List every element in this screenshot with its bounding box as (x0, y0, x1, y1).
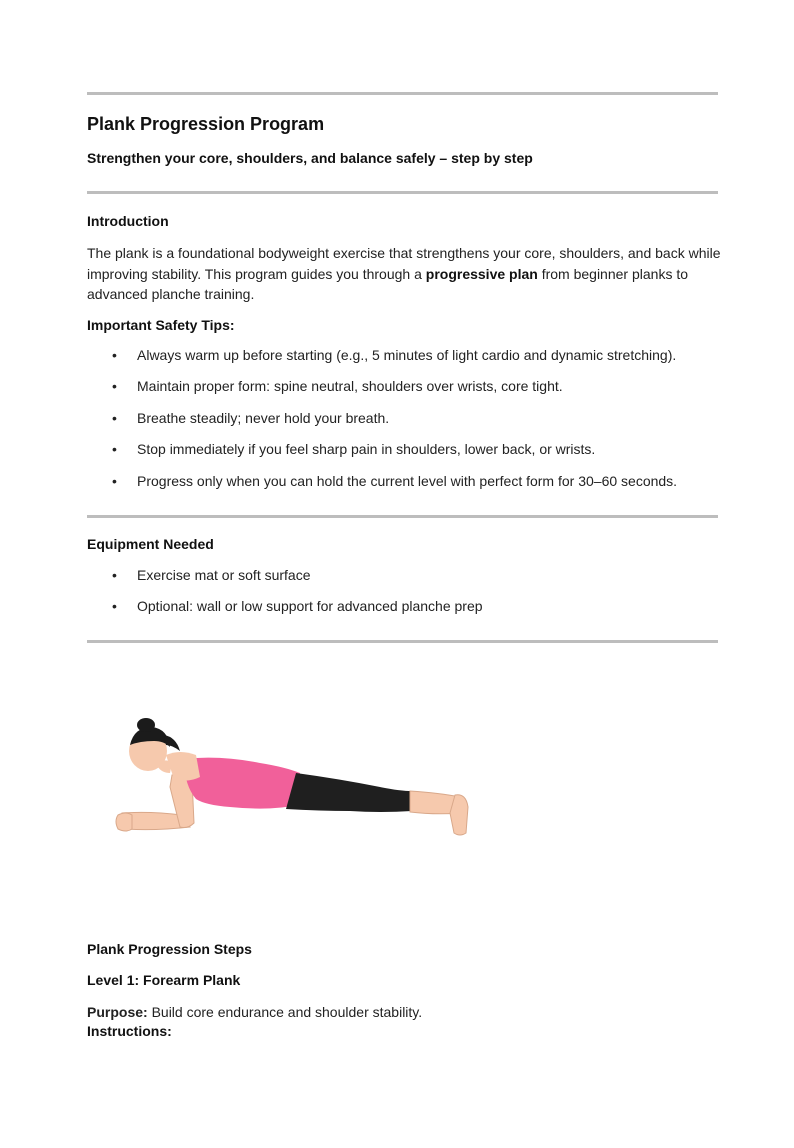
list-item-text: Always warm up before starting (e.g., 5 minutes of light cardio and dynamic stretching). (137, 347, 677, 363)
list-item (112, 473, 677, 489)
divider (87, 640, 718, 643)
introduction-paragraph (87, 243, 727, 305)
purpose-label: Purpose: (87, 1004, 148, 1020)
bullet-icon: • (112, 347, 117, 363)
intro-text: The plank is a foundational bodyweight exercise that strengthens your core, shoulders, and back while improving stability. This program guides you through a (87, 245, 721, 282)
purpose-text: Build core endurance and shoulder stability. (147, 1004, 423, 1020)
forearm-plank-illustration (110, 715, 480, 845)
level-1-title: Level 1: Forearm Plank (87, 972, 241, 988)
hair-bun (137, 718, 155, 732)
level-1-purpose (87, 1002, 422, 1023)
divider (87, 515, 718, 518)
list-item-text: Maintain proper form: spine neutral, shoulders over wrists, core tight. (137, 378, 563, 394)
list-item-text: Exercise mat or soft surface (137, 567, 311, 583)
leggings (286, 773, 412, 812)
list-item (112, 378, 563, 394)
bullet-icon: • (112, 567, 117, 583)
list-item (112, 598, 483, 614)
list-item (112, 567, 311, 583)
bullet-icon: • (112, 410, 117, 426)
bullet-icon: • (112, 378, 117, 394)
document-title: Plank Progression Program (87, 114, 325, 134)
top (184, 758, 300, 809)
intro-emphasis: progressive plan (425, 265, 538, 282)
divider (87, 191, 718, 194)
safety-heading: Important Safety Tips: (87, 317, 235, 333)
document-subtitle: Strengthen your core, shoulders, and balance safely – step by step (87, 150, 533, 166)
divider (87, 92, 718, 95)
bullet-icon: • (112, 473, 117, 489)
list-item (112, 410, 389, 426)
neck (158, 760, 172, 773)
list-item (112, 441, 595, 457)
list-item-text: Progress only when you can hold the current level with perfect form for 30–60 seconds. (137, 473, 678, 489)
equipment-heading: Equipment Needed (87, 536, 214, 552)
list-item (112, 347, 676, 363)
list-item-text: Stop immediately if you feel sharp pain in shoulders, lower back, or wrists. (137, 441, 596, 457)
bullet-icon: • (112, 598, 117, 614)
instructions-label: Instructions: (87, 1023, 172, 1039)
list-item-text: Optional: wall or low support for advanced planche prep (137, 598, 483, 614)
introduction-heading: Introduction (87, 213, 169, 229)
hand (116, 813, 132, 831)
bullet-icon: • (112, 441, 117, 457)
list-item-text: Breathe steadily; never hold your breath. (137, 410, 390, 426)
steps-heading: Plank Progression Steps (87, 941, 252, 957)
intro-text-end: from beginner planks to advanced planche training. (87, 265, 689, 302)
